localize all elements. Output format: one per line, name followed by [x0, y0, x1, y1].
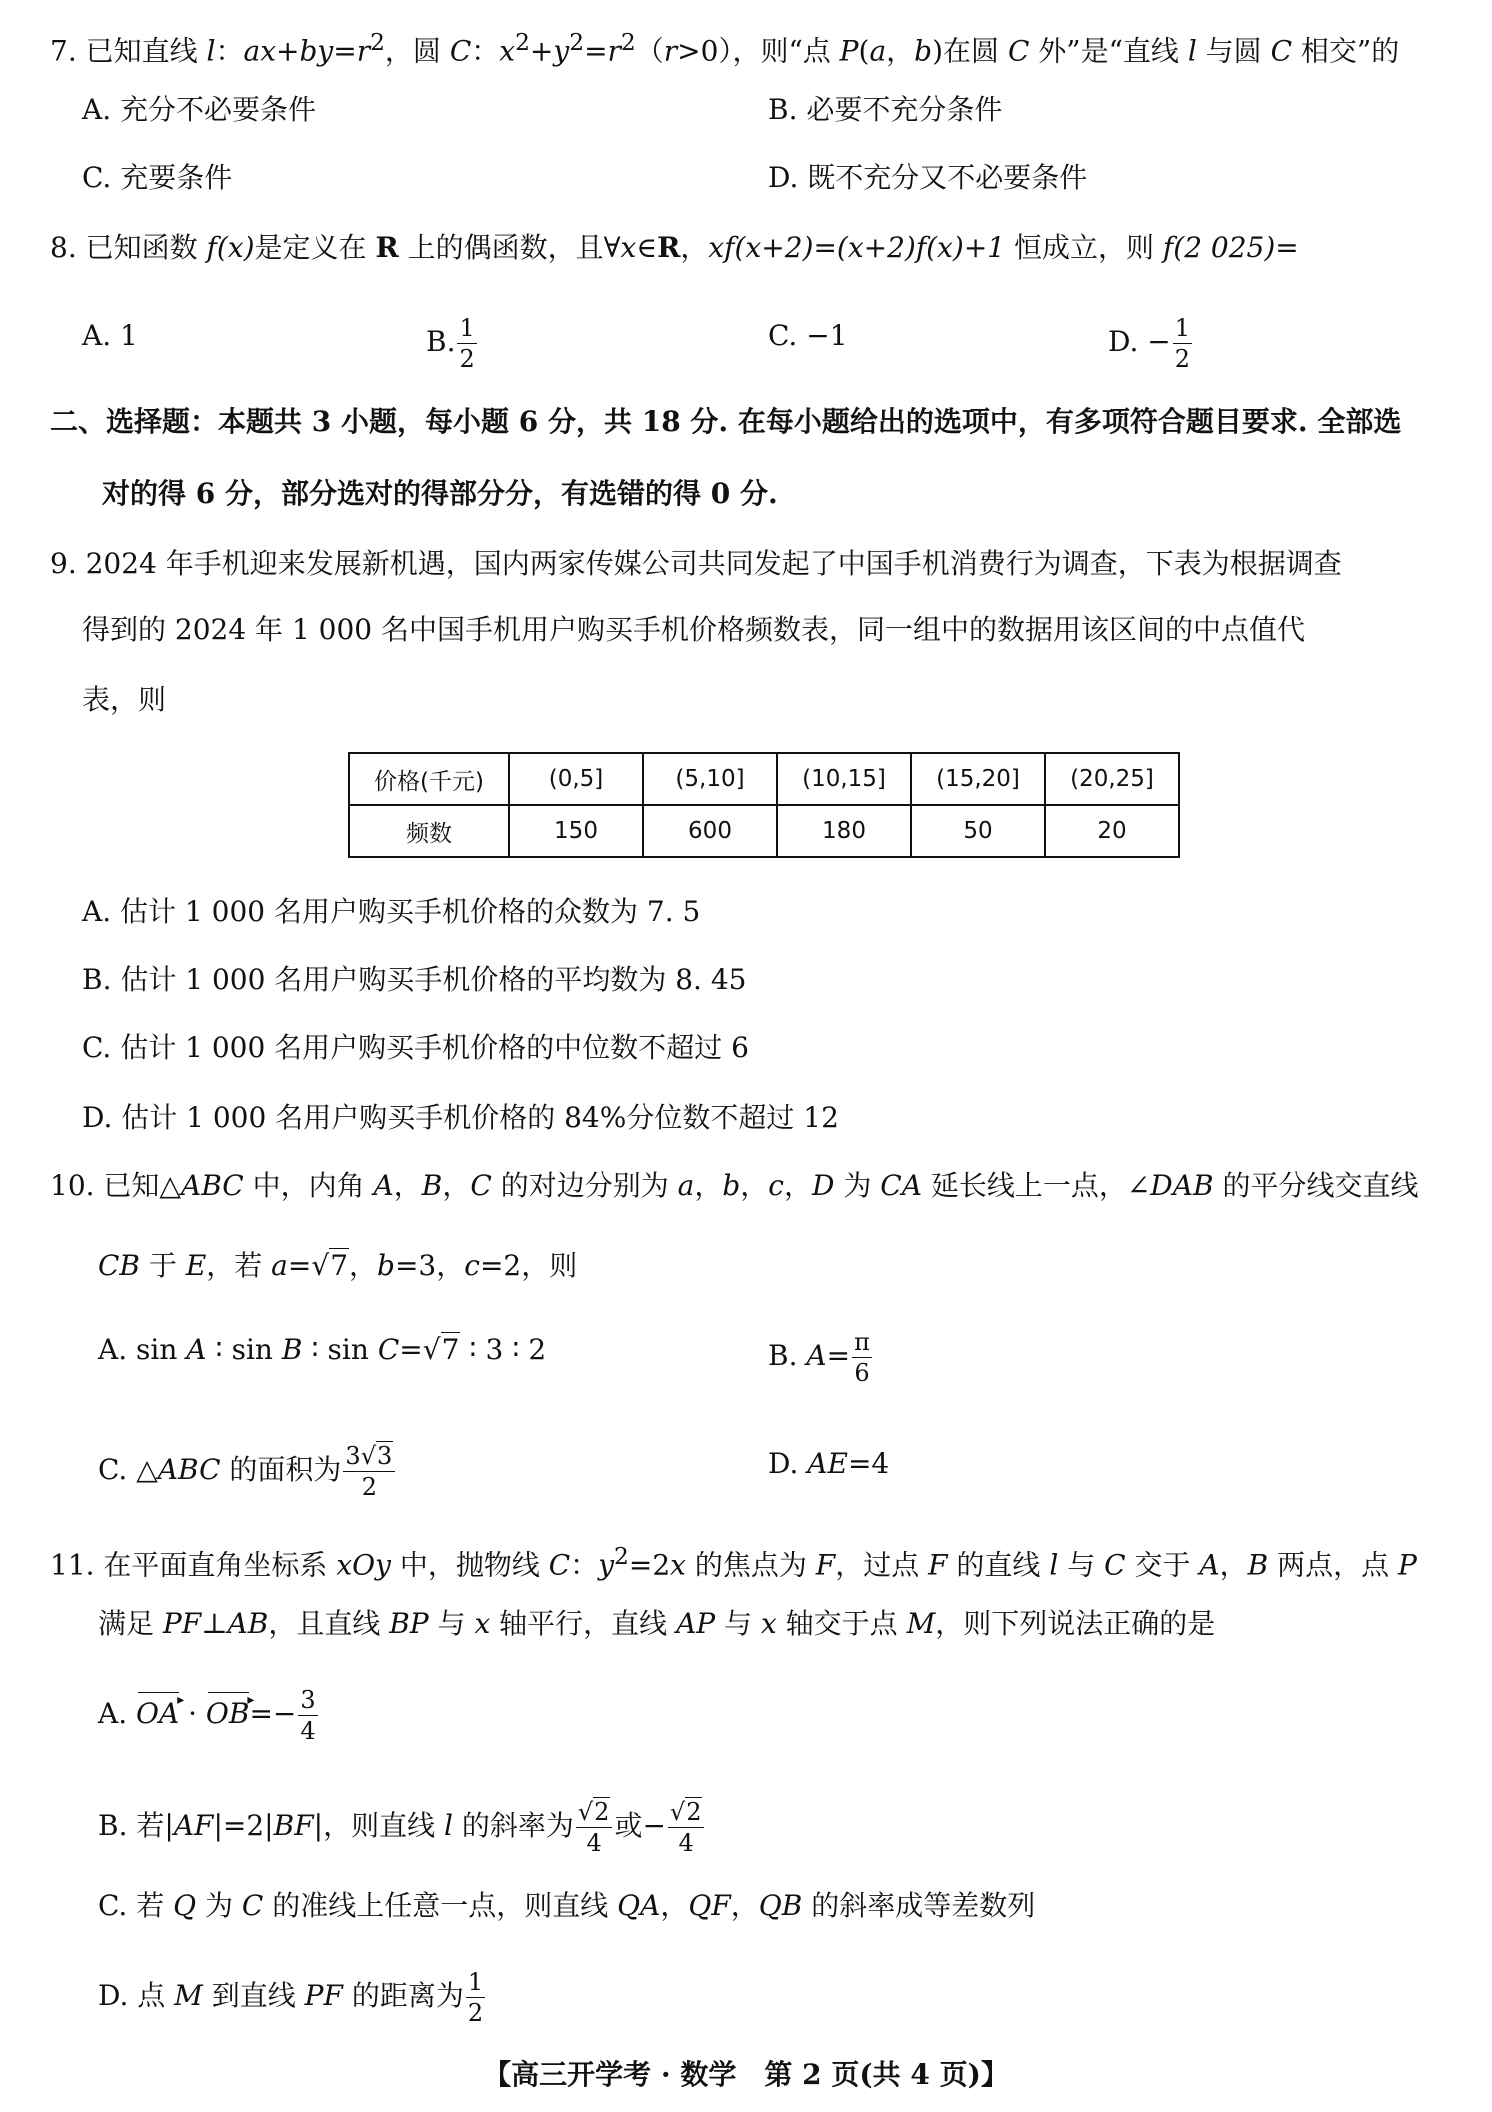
- q11-option-d: D. 点 M 到直线 PF 的距离为 $\frac{1}{2}$: [98, 1968, 484, 2027]
- table-cell: (15,20]: [911, 753, 1045, 805]
- q8-option-c: C. −1: [768, 319, 848, 352]
- fraction: $\frac{3√3}{2}$: [343, 1444, 395, 1499]
- q7-option-c: C. 充要条件: [82, 161, 233, 194]
- fraction: $\frac{1}{2}$: [1174, 314, 1190, 373]
- q9-option-a: A. 估计 1 000 名用户购买手机价格的众数为 7. 5: [82, 895, 701, 928]
- table-cell: 20: [1045, 805, 1179, 857]
- q11-option-b: B. 若|AF|=2|BF|，则直线 l 的斜率为 $\frac{√2}{4}$ 或− $\frac{√2}{4}$: [98, 1800, 706, 1855]
- q8-option-d: D. − $\frac{1}{2}$: [1108, 314, 1190, 373]
- q11-option-c: C. 若 Q 为 C 的准线上任意一点，则直线 QA，QF，QB 的斜率成等差数列: [98, 1889, 1036, 1922]
- table-cell: 50: [911, 805, 1045, 857]
- q9-option-c: C. 估计 1 000 名用户购买手机价格的中位数不超过 6: [82, 1031, 749, 1064]
- q7-option-b: B. 必要不充分条件: [768, 93, 1003, 126]
- square-root: √7: [311, 1249, 349, 1282]
- q9-stem-line3: 表，则: [82, 683, 167, 716]
- table-cell: 180: [777, 805, 911, 857]
- q10-stem-line1: 10. 已知△ABC 中，内角 A，B，C 的对边分别为 a，b，c，D 为 CA 延长线上一点，∠DAB 的平分线交直线: [50, 1169, 1419, 1202]
- fraction: $\frac{√2}{4}$: [576, 1800, 613, 1855]
- q8-option-a: A. 1: [82, 319, 138, 352]
- q7-option-d: D. 既不充分又不必要条件: [768, 161, 1088, 194]
- q8-option-b: B. $\frac{1}{2}$: [426, 314, 475, 373]
- fraction: $\frac{1}{2}$: [459, 314, 475, 373]
- q9-option-b: B. 估计 1 000 名用户购买手机价格的平均数为 8. 45: [82, 963, 747, 996]
- page-footer: 【高三开学考 · 数学 第 2 页(共 4 页)】: [483, 2058, 1009, 2091]
- fraction: $\frac{3}{4}$: [300, 1686, 316, 1745]
- table-cell: (0,5]: [509, 753, 643, 805]
- table-cell: 600: [643, 805, 777, 857]
- fraction: $\frac{\pi}{6}$: [854, 1328, 870, 1387]
- square-root: √7: [422, 1333, 460, 1366]
- q10-option-d: D. AE=4: [768, 1447, 890, 1480]
- frequency-table: [348, 752, 1180, 858]
- section-instructions: 对的得 6 分，部分选对的得部分分，有选错的得 0 分.: [102, 477, 778, 510]
- table-cell: (20,25]: [1045, 753, 1179, 805]
- table-row: [349, 805, 1179, 857]
- q8-stem: 8. 已知函数 f(x)是定义在 R 上的偶函数，且∀x∈R，xf(x+2)=(x+2)f(x)+1 恒成立，则 f(2 025)=: [50, 231, 1299, 264]
- q10-option-b: B. A= $\frac{\pi}{6}$: [768, 1328, 870, 1387]
- q11-stem-line2: 满足 PF⊥AB，且直线 BP 与 x 轴平行，直线 AP 与 x 轴交于点 M，则下列说法正确的是: [98, 1607, 1216, 1640]
- table-cell: (10,15]: [777, 753, 911, 805]
- q11-stem-line1: 11. 在平面直角坐标系 xOy 中，抛物线 C：$y^2=2x$ 的焦点为 F，过点 F 的直线 l 与 C 交于 A，B 两点，点 P: [50, 1542, 1417, 1582]
- q9-option-d: D. 估计 1 000 名用户购买手机价格的 84%分位数不超过 12: [82, 1101, 839, 1134]
- fraction: $\frac{1}{2}$: [467, 1968, 484, 2027]
- table-row: [349, 753, 1179, 805]
- q10-option-c: C. △ABC 的面积为 $\frac{3√3}{2}$: [98, 1444, 397, 1499]
- table-header-label: 价格(千元): [349, 753, 509, 805]
- q10-option-a: A. sin A ∶ sin B ∶ sin C=√7 ∶ 3 ∶ 2: [98, 1330, 546, 1370]
- section-heading: 二、选择题：本题共 3 小题，每小题 6 分，共 18 分. 在每小题给出的选项中，有多项符合题目要求. 全部选: [50, 405, 1402, 438]
- q10-stem-line2: CB 于 E，若 a=√7，b=3，c=2，则: [98, 1246, 577, 1286]
- q9-stem-line1: 9. 2024 年手机迎来发展新机遇，国内两家传媒公司共同发起了中国手机消费行为调查，下表为根据调查: [50, 547, 1342, 580]
- table-cell: (5,10]: [643, 753, 777, 805]
- q7-stem: 7. 已知直线 l：$ax+by=r^2$，圆 C：$x^2+y^2=r^2(r>0)$，则“点 P(a，b)在圆 C 外”是“直线 l 与圆 C 相交”的: [50, 28, 1400, 68]
- vector-ob: OB ▸: [206, 1690, 250, 1734]
- table-row-label: 频数: [349, 805, 509, 857]
- q11-option-a: A. OA ▸ · OB ▸=− $\frac{3}{4}$: [98, 1688, 320, 1743]
- fraction: $\frac{√2}{4}$: [668, 1800, 705, 1855]
- table-cell: 150: [509, 805, 643, 857]
- q9-stem-line2: 得到的 2024 年 1 000 名中国手机用户购买手机价格频数表，同一组中的数据用该区间的中点值代: [82, 613, 1306, 646]
- vector-oa: OA ▸: [136, 1690, 179, 1734]
- q7-option-a: A. 充分不必要条件: [82, 93, 317, 126]
